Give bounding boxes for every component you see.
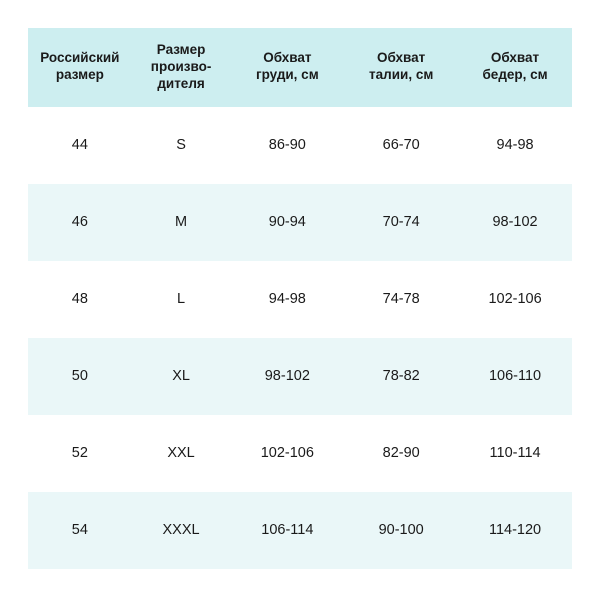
cell-waist: 66-70 — [344, 107, 458, 184]
cell-russian-size: 44 — [28, 107, 132, 184]
cell-chest: 102-106 — [230, 415, 344, 492]
column-header-hips — [458, 28, 572, 107]
cell-russian-size: 46 — [28, 184, 132, 261]
cell-chest: 90-94 — [230, 184, 344, 261]
header-line: дителя — [157, 75, 205, 91]
cell-manufacturer-size: M — [132, 184, 231, 261]
header-line: талии, см — [369, 67, 434, 83]
header-line: произво- — [150, 58, 212, 74]
cell-manufacturer-size: XL — [132, 338, 231, 415]
cell-waist: 82-90 — [344, 415, 458, 492]
cell-manufacturer-size: S — [132, 107, 231, 184]
table-header — [28, 28, 572, 107]
cell-russian-size: 52 — [28, 415, 132, 492]
cell-hips: 106-110 — [458, 338, 572, 415]
column-header-manufacturer-size — [132, 28, 231, 107]
table-row — [28, 492, 572, 569]
cell-chest: 98-102 — [230, 338, 344, 415]
cell-manufacturer-size: XXL — [132, 415, 231, 492]
cell-manufacturer-size: XXXL — [132, 492, 231, 569]
header-line: Обхват — [490, 50, 540, 66]
cell-waist: 78-82 — [344, 338, 458, 415]
header-line: бедер, см — [482, 67, 548, 83]
cell-chest: 94-98 — [230, 261, 344, 338]
cell-manufacturer-size: L — [132, 261, 231, 338]
cell-waist: 90-100 — [344, 492, 458, 569]
cell-hips: 114-120 — [458, 492, 572, 569]
table-row — [28, 338, 572, 415]
column-header-russian-size — [28, 28, 132, 107]
cell-waist: 70-74 — [344, 184, 458, 261]
header-line: Обхват — [263, 50, 312, 66]
header-line: Российский — [40, 50, 120, 66]
table-row — [28, 107, 572, 184]
cell-hips: 110-114 — [458, 415, 572, 492]
cell-chest: 86-90 — [230, 107, 344, 184]
header-line: Обхват — [377, 50, 426, 66]
header-line: Размер — [156, 42, 206, 57]
header-line: размер — [55, 67, 104, 83]
cell-russian-size: 54 — [28, 492, 132, 569]
column-header-chest — [230, 28, 344, 107]
cell-russian-size: 50 — [28, 338, 132, 415]
cell-waist: 74-78 — [344, 261, 458, 338]
cell-hips: 98-102 — [458, 184, 572, 261]
cell-chest: 106-114 — [230, 492, 344, 569]
cell-hips: 94-98 — [458, 107, 572, 184]
header-line: груди, см — [255, 67, 319, 83]
cell-russian-size: 48 — [28, 261, 132, 338]
size-chart-table — [28, 28, 572, 569]
header-row — [28, 28, 572, 107]
table-row — [28, 261, 572, 338]
table-row — [28, 415, 572, 492]
column-header-waist — [344, 28, 458, 107]
table-row — [28, 184, 572, 261]
table-body — [28, 107, 572, 569]
cell-hips: 102-106 — [458, 261, 572, 338]
